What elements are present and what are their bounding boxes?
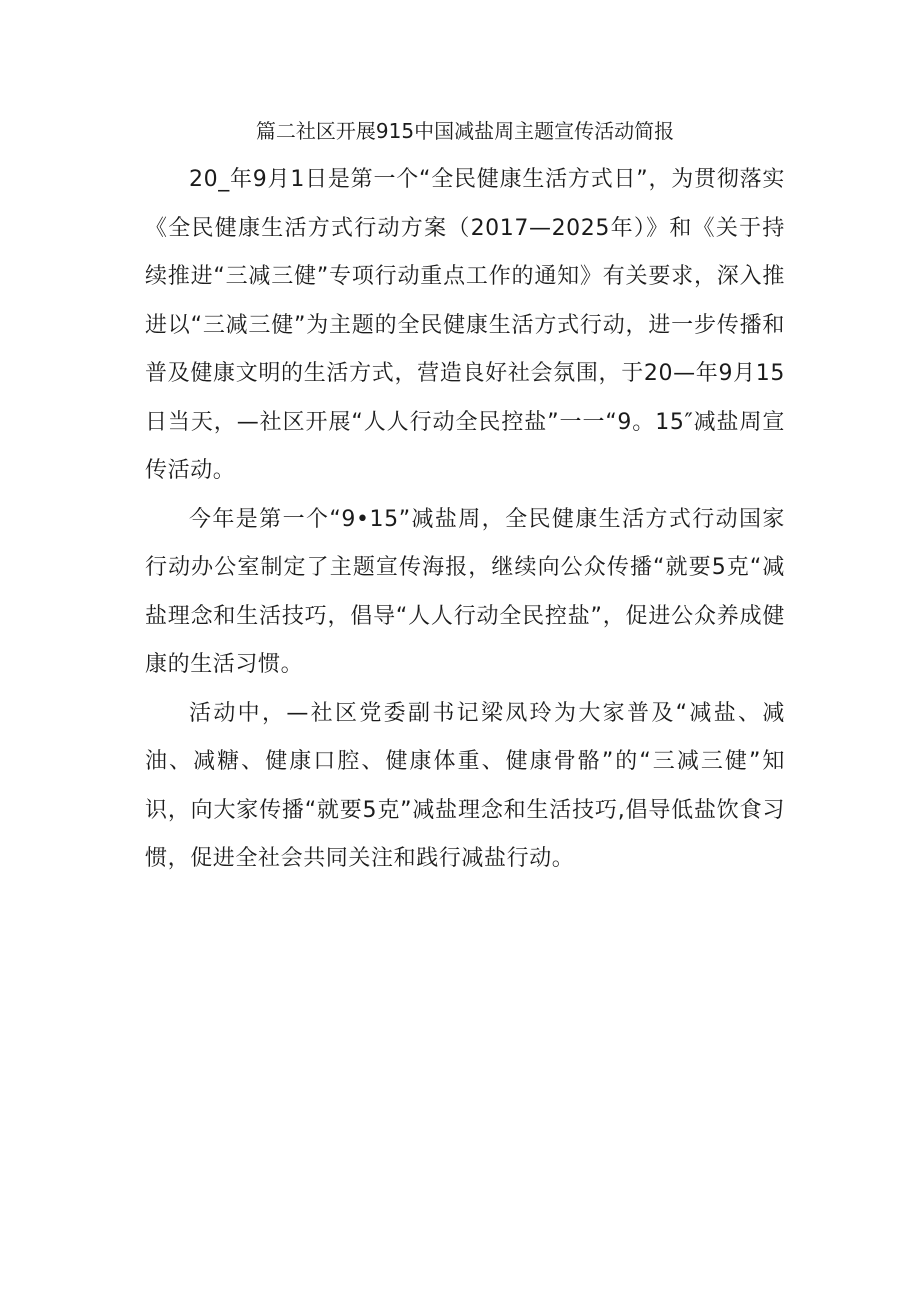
paragraph-1: 20_年9月1日是第一个“全民健康生活方式日”，为贯彻落实《全民健康生活方式行动方案（2017—2025年）》和《关于持续推进“三减三健”专项行动重点工作的通知》有关要求，深入推进以“三减三健”为主题的全民健康生活方式行动，进一步传播和普及健康文明的生活方式，营造良好社会氛围，于20—年9月15日当天，—社区开展“人人行动全民控盐”一一“9。15″减盐周宣传活动。 <box>145 167 785 483</box>
paragraph-3: 活动中，—社区党委副书记梁凤玲为大家普及“减盐、减油、减糖、健康口腔、健康体重、健康骨骼”的“三减三健”知识，向大家传播“就要5克”减盐理念和生活技巧,倡导低盐饮食习惯，促进全社会共同关注和践行减盐行动。 <box>145 700 785 871</box>
document-title: 篇二社区开展915中国减盐周主题宣传活动简报 <box>255 119 675 143</box>
document-body <box>145 112 785 884</box>
paragraph-2: 今年是第一个“9•15”减盐周，全民健康生活方式行动国家行动办公室制定了主题宣传海报，继续向公众传播“就要5克“减盐理念和生活技巧，倡导“人人行动全民控盐”，促进公众养成健康的生活习惯。 <box>145 506 785 677</box>
